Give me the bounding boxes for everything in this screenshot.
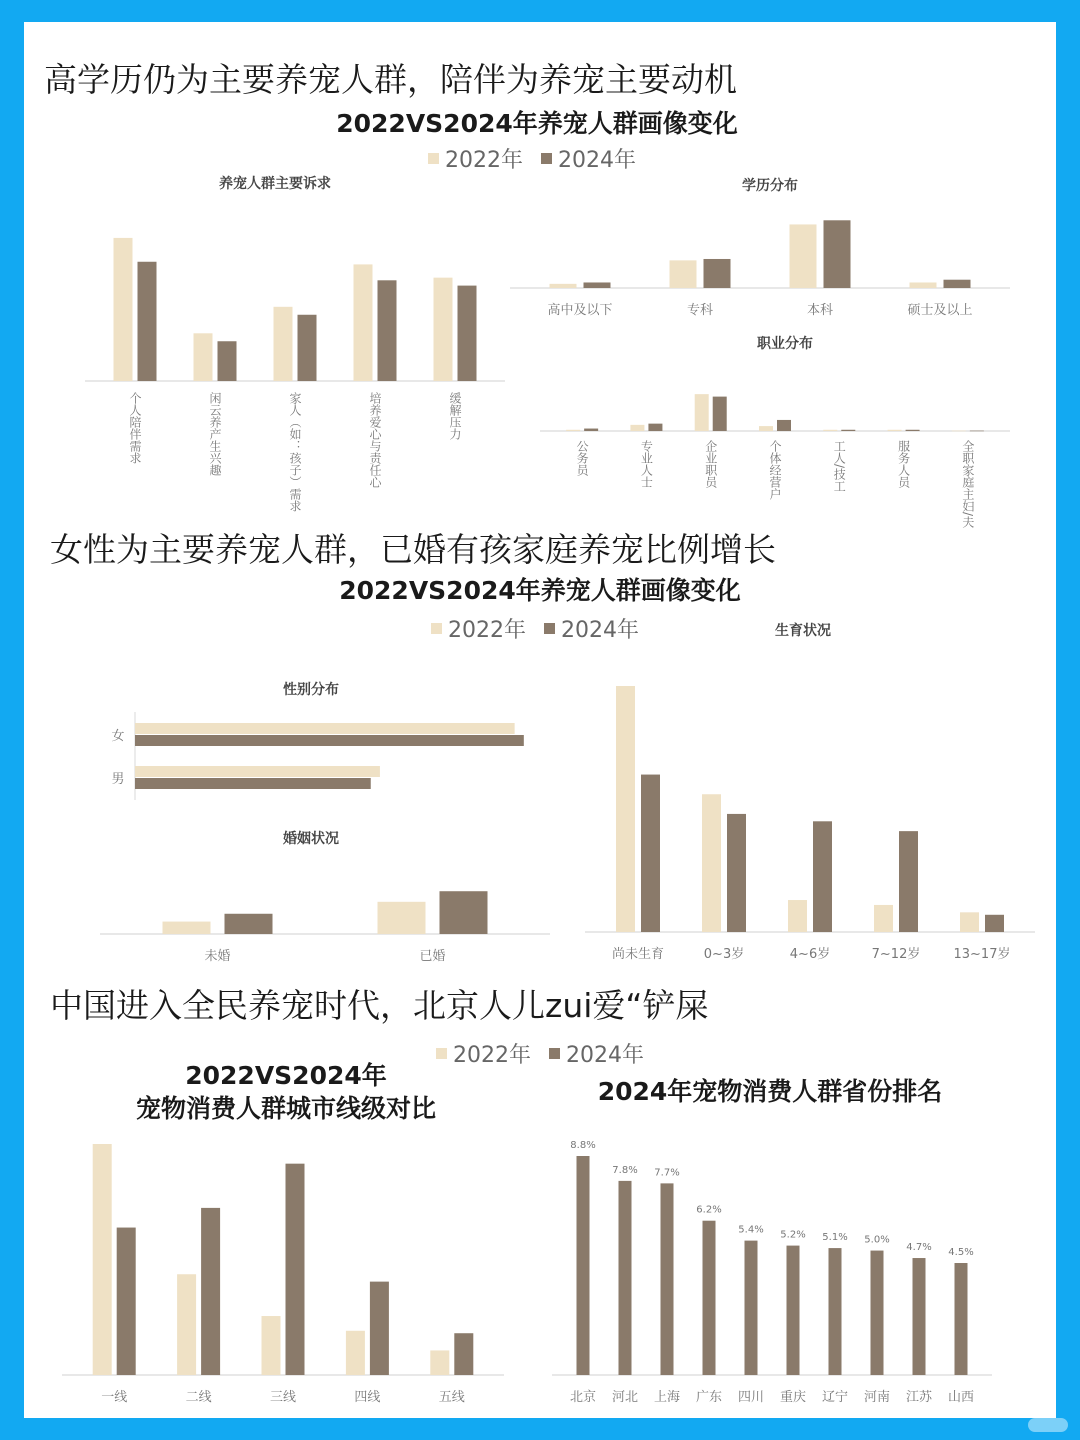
children-category-label: 13~17岁	[953, 947, 1011, 962]
education-category-label: 硕士及以上	[907, 303, 973, 318]
province-category-label: 江苏	[905, 1390, 933, 1405]
children-category-label: 尚未生育	[611, 947, 665, 962]
province-data-label: 5.0%	[864, 1234, 890, 1246]
province-category-label: 山西	[947, 1390, 975, 1405]
province-data-label: 5.2%	[780, 1229, 806, 1241]
occupation-category-label: 服务人员	[896, 440, 911, 488]
marriage-chart-title: 婚姻状况	[283, 831, 339, 847]
section3-heading: 中国进入全民养宠时代，北京人儿zui爱“铲屎	[50, 986, 709, 1025]
province-bar-2024	[745, 1241, 758, 1375]
province-data-label: 4.7%	[906, 1242, 932, 1254]
appeal-category-label: 家人（如：孩子）需求	[288, 392, 302, 512]
gender-chart-title: 性别分布	[283, 682, 339, 698]
section2-heading: 女性为主要养宠人群，已婚有孩家庭养宠比例增长	[50, 530, 776, 569]
province-bar-2024	[703, 1221, 716, 1375]
education-category-label: 专科	[686, 303, 714, 318]
province-category-label: 河南	[863, 1390, 891, 1405]
appeal-category-label: 个人陪伴需求	[128, 392, 142, 464]
city-category-label: 五线	[438, 1390, 465, 1405]
city-chart-title-line1: 2022VS2024年	[185, 1061, 387, 1090]
section2-subtitle: 2022VS2024年养宠人群画像变化	[339, 576, 741, 605]
legend-label-2024: 2024年	[566, 1043, 644, 1068]
province-category-label: 河北	[611, 1390, 639, 1405]
occupation-chart-title: 职业分布	[757, 336, 813, 352]
province-category-label: 四川	[737, 1390, 765, 1405]
legend-label-2024: 2024年	[558, 148, 636, 173]
occupation-category-label: 公务员	[575, 440, 590, 476]
occupation-category-label: 专业人士	[639, 440, 654, 488]
occupation-category-label: 企业职员	[703, 440, 718, 488]
watermark-badge	[1028, 1418, 1068, 1432]
occupation-category-label: 个体经营户	[768, 440, 782, 500]
province-data-label: 5.1%	[822, 1232, 848, 1244]
province-category-label: 辽宁	[821, 1390, 849, 1405]
province-category-label: 重庆	[779, 1390, 807, 1405]
province-bar-2024	[913, 1258, 926, 1375]
province-data-label: 6.2%	[696, 1204, 722, 1216]
city-category-label: 四线	[354, 1390, 381, 1405]
province-data-label: 7.8%	[612, 1164, 638, 1176]
appeal-category-label: 缓解压力	[448, 392, 462, 440]
gender-category-label: 女	[111, 729, 125, 744]
province-bar-2024	[619, 1181, 632, 1375]
city-category-label: 一线	[101, 1390, 128, 1405]
province-chart-title: 2024年宠物消费人群省份排名	[597, 1077, 943, 1106]
appeal-chart-title: 养宠人群主要诉求	[219, 176, 331, 192]
section1-subtitle: 2022VS2024年养宠人群画像变化	[336, 109, 738, 138]
education-category-label: 高中及以下	[547, 303, 613, 318]
gender-category-label: 男	[111, 772, 125, 787]
legend-label-2022: 2022年	[453, 1043, 531, 1068]
occupation-category-label: 全职家庭主妇/夫	[960, 440, 975, 529]
province-category-label: 广东	[695, 1390, 723, 1405]
legend-label-2022: 2022年	[448, 618, 526, 643]
province-bar-2024	[955, 1263, 968, 1375]
children-chart-title: 生育状况	[775, 623, 831, 639]
province-data-label: 8.8%	[570, 1140, 596, 1151]
province-category-label: 北京	[569, 1390, 597, 1405]
appeal-category-label: 闲云养产生兴趣	[208, 392, 222, 476]
province-data-label: 5.4%	[738, 1224, 764, 1236]
city-category-label: 三线	[269, 1390, 297, 1405]
children-category-label: 0~3岁	[703, 947, 745, 962]
marriage-category-label: 未婚	[204, 949, 231, 964]
legend-label-2024: 2024年	[561, 618, 639, 643]
province-bar-2024	[787, 1246, 800, 1375]
legend-label-2022: 2022年	[445, 148, 523, 173]
province-bar-2024	[661, 1183, 674, 1375]
education-category-label: 本科	[806, 303, 834, 318]
province-bar-2024	[829, 1248, 842, 1375]
section1-heading: 高学历仍为主要养宠人群，陪伴为养宠主要动机	[44, 60, 737, 99]
province-data-label: 4.5%	[948, 1247, 974, 1259]
province-data-label: 7.7%	[654, 1167, 680, 1179]
province-category-label: 上海	[653, 1390, 681, 1405]
education-chart-title: 学历分布	[742, 178, 798, 194]
province-bar-2024	[577, 1156, 590, 1375]
city-category-label: 二线	[185, 1390, 212, 1405]
province-bar-2024	[871, 1251, 884, 1375]
children-category-label: 4~6岁	[789, 947, 831, 962]
marriage-category-label: 已婚	[419, 949, 446, 964]
children-category-label: 7~12岁	[871, 947, 921, 962]
appeal-category-label: 培养爱心与责任心	[368, 392, 382, 488]
city-chart-title-line2: 宠物消费人群城市线级对比	[135, 1094, 436, 1123]
occupation-category-label: 工人/技工	[832, 440, 847, 493]
